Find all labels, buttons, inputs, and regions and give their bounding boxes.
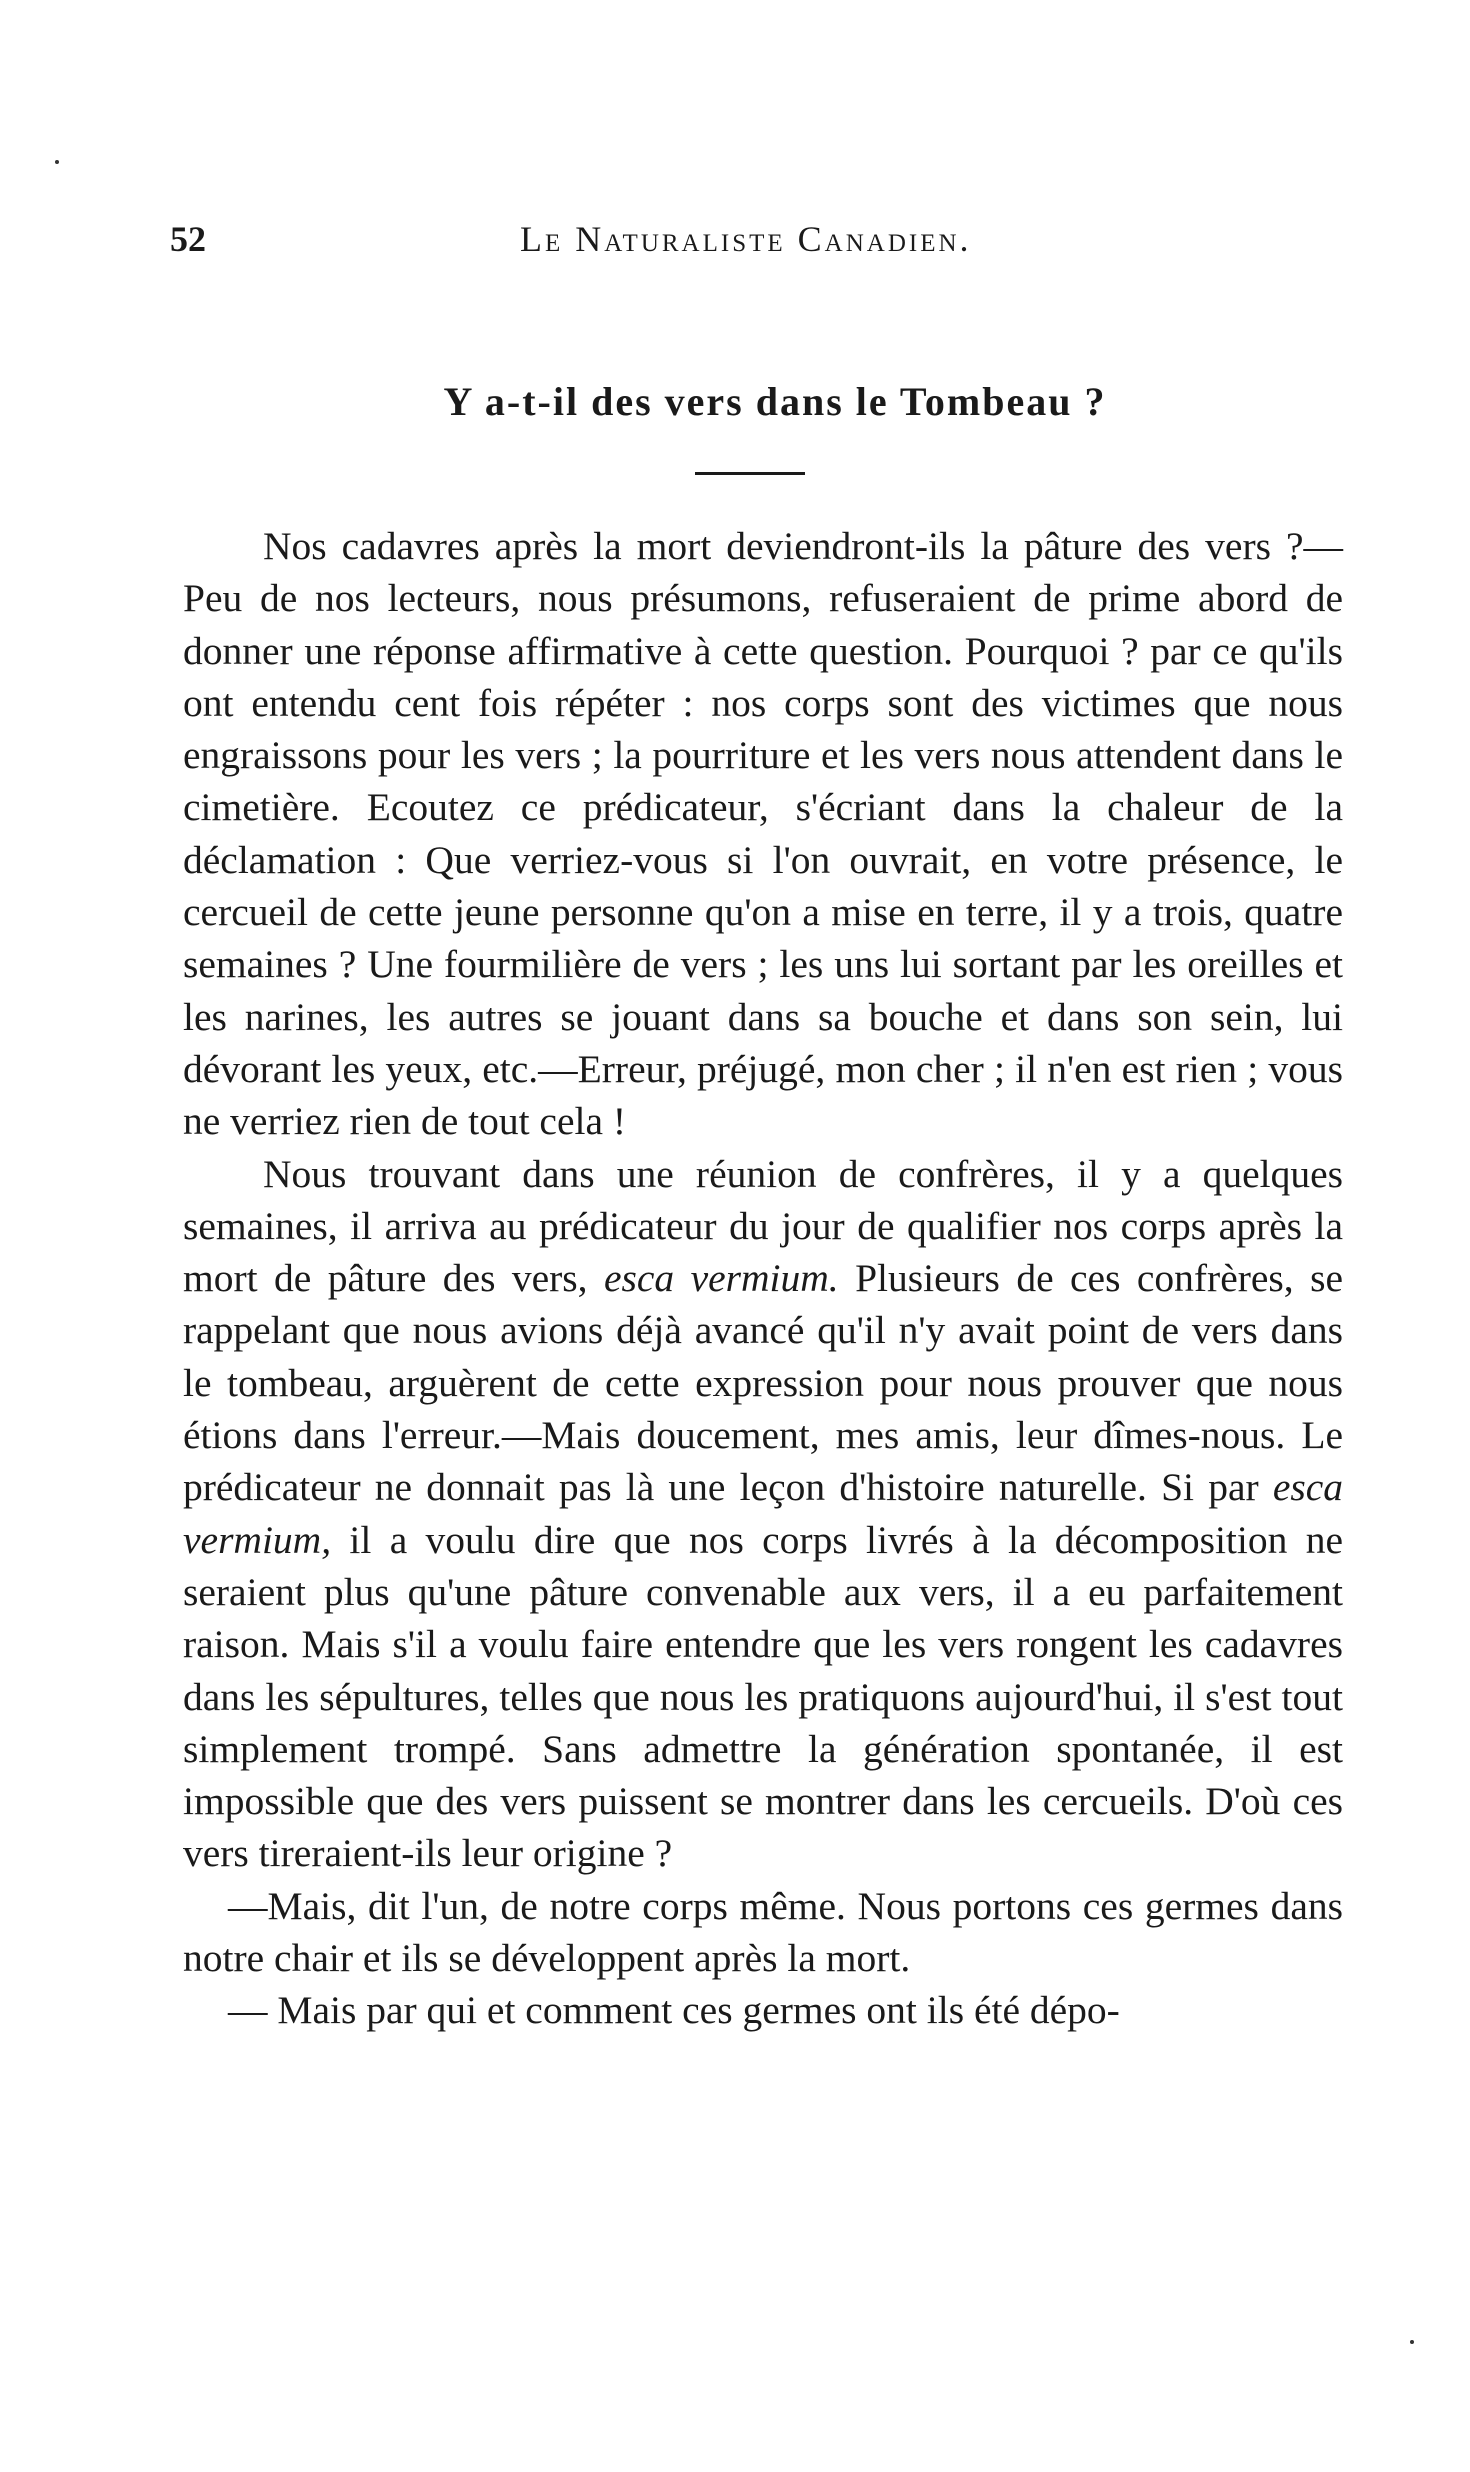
- paragraph-1: [183, 520, 1343, 1148]
- italic-phrase: esca vermium.: [603, 1256, 839, 1301]
- page-speck: [55, 160, 59, 164]
- article-body: [183, 520, 1343, 2037]
- italic-phrase: esca vermium,: [183, 1465, 1343, 1562]
- paragraph-4: [183, 1984, 1343, 2036]
- paragraph-2: [183, 1148, 1343, 1880]
- article-title: Y a-t-il des vers dans le Tombeau ?: [443, 379, 1107, 424]
- text-run: il a voulu dire que nos corps livrés à la décomposition ne seraient plus qu'une pâture convenable aux vers, il a eu parfaitement raison. Mais s'il a voulu faire entendre que les vers rongent les cadavres dans les sépultures, telles que nous les pratiquons aujourd'hui, il s'est tout simplement trompé. Sans admettre la génération spontanée, il est impossible que des vers puissent se montrer dans les cercueils. D'où ces vers tireraient-ils leur origine ?: [183, 1517, 1343, 1876]
- text-run: Plusieurs de ces confrères, se rappelant que nous avions déjà avancé qu'il n'y avait point de vers dans le tombeau, arguèrent de cette expression pour nous prouver que nous étions dans l'erreur.—Mais doucement, mes amis, leur dîmes-nous. Le prédicateur ne donnait pas là une leçon d'histoire naturelle. Si par: [183, 1256, 1343, 1510]
- running-title: Le Naturaliste Canadien.: [520, 219, 972, 259]
- text-run: —Mais, dit l'un, de notre corps même. Nous portons ces germes dans notre chair et ils se développent après la mort.: [183, 1883, 1343, 1981]
- page-number: 52: [170, 219, 206, 259]
- text-run: — Mais par qui et comment ces germes ont ils été dépo-: [228, 1988, 1120, 2033]
- page-speck: [1410, 2340, 1414, 2344]
- text-run: Nous trouvant dans une réunion de confrères, il y a quelques semaines, il arriva au prédicateur du jour de qualifier nos corps après la mort de pâture des vers,: [183, 1151, 1343, 1301]
- title-rule: [695, 472, 805, 475]
- text-run: Nos cadavres après la mort deviendront-ils la pâture des vers ?—Peu de nos lecteurs, nous présumons, refuseraient de prime abord de donner une réponse affirmative à cette question. Pourquoi ? par ce qu'ils ont entendu cent fois répéter : nos corps sont des victimes que nous engraissons pour les vers ; la pourriture et les vers nous attendent dans le cimetière. Ecoutez ce prédicateur, s'écriant dans la chaleur de la déclamation : Que verriez-vous si l'on ouvrait, en votre présence, le cercueil de cette jeune personne qu'on a mise en terre, il y a trois, quatre semaines ? Une fourmilière de vers ; les uns lui sortant par les oreilles et les narines, les autres se jouant dans sa bouche et dans son sein, lui dévorant les yeux, etc.—Erreur, préjugé, mon cher ; il n'en est rien ; vous ne verriez rien de tout cela !: [183, 524, 1343, 1144]
- paragraph-3: [183, 1880, 1343, 1985]
